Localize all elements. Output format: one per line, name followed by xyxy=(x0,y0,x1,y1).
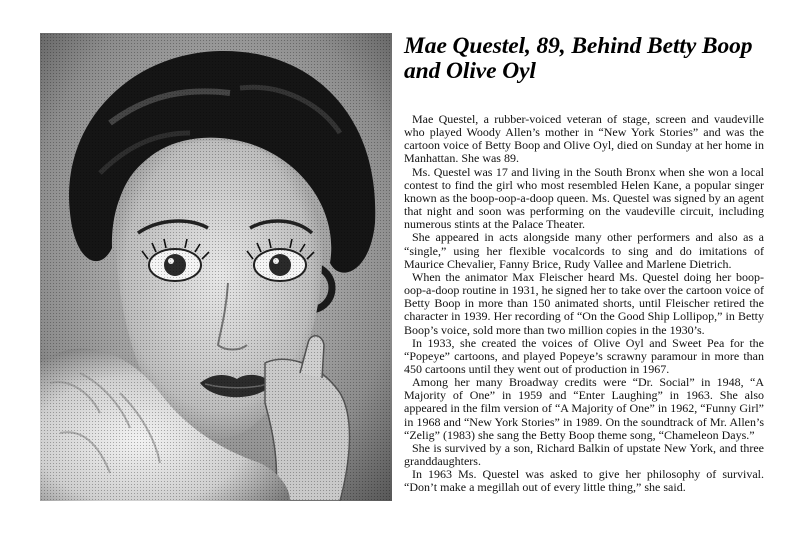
paragraph: Ms. Questel was 17 and living in the South Bronx when she won a local contest to find the girl who most resembled Helen Kane, a popular singer known as the boop-oop-a-doop queen. Ms. Questel was signed by an agent that night and soon was performing on the vaudeville circuit, including numerous stints at the Palace Theater. xyxy=(404,164,764,232)
paragraph: In 1963 Ms. Questel was asked to give her philosophy of survival. “Don’t make a megillah out of every little thing,” she said. xyxy=(404,467,764,495)
paragraph: She is survived by a son, Richard Balkin of upstate New York, and three granddaughters. xyxy=(404,440,764,469)
portrait-photo xyxy=(40,33,392,501)
paragraph: In 1933, she created the voices of Olive Oyl and Sweet Pea for the “Popeye” cartoons, and played Popeye’s scrawny paramour in more than 450 cartoons until they went out of production in 1967. xyxy=(404,335,764,376)
article-body xyxy=(404,113,764,495)
paragraph: Among her many Broadway credits were “Dr. Social” in 1948, “A Majority of One” in 1959 and “Enter Laughing” in 1963. She also appeared in the film version of “A Majority of One” in 1962, “Funny Girl” in 1968 and “New York Stories” in 1989. On the soundtrack of Mr. Allen’s “Zelig” (1983) she sang the Betty Boop theme song, “Chameleon Days.” xyxy=(404,375,764,442)
article xyxy=(404,34,764,495)
paragraph: Mae Questel, a rubber-voiced veteran of stage, screen and vaudeville who played Woody Allen’s mother in “New York Stories” and was the cartoon voice of Betty Boop and Olive Oyl, died on Sunday at her home in Manhattan. She was 89. xyxy=(404,112,764,166)
paragraph: She appeared in acts alongside many other performers and also as a “single,” using her flexible vocalcords to sing and do imitations of Maurice Chevalier, Fanny Brice, Rudy Vallee and Marlene Dietrich. xyxy=(404,230,764,271)
headline: Mae Questel, 89, Behind Betty Boop and Olive Oyl xyxy=(404,33,753,84)
paragraph: When the animator Max Fleischer heard Ms. Questel doing her boop-oop-a-doop routine in 1931, he signed her to take over the cartoon voice of Betty Boop in more than 150 animated shorts, until Fleischer retired the character in 1939. Her recording of “On the Good Ship Lollipop,” in Betty Boop’s voice, sold more than two million copies in the 1930’s. xyxy=(404,269,764,337)
